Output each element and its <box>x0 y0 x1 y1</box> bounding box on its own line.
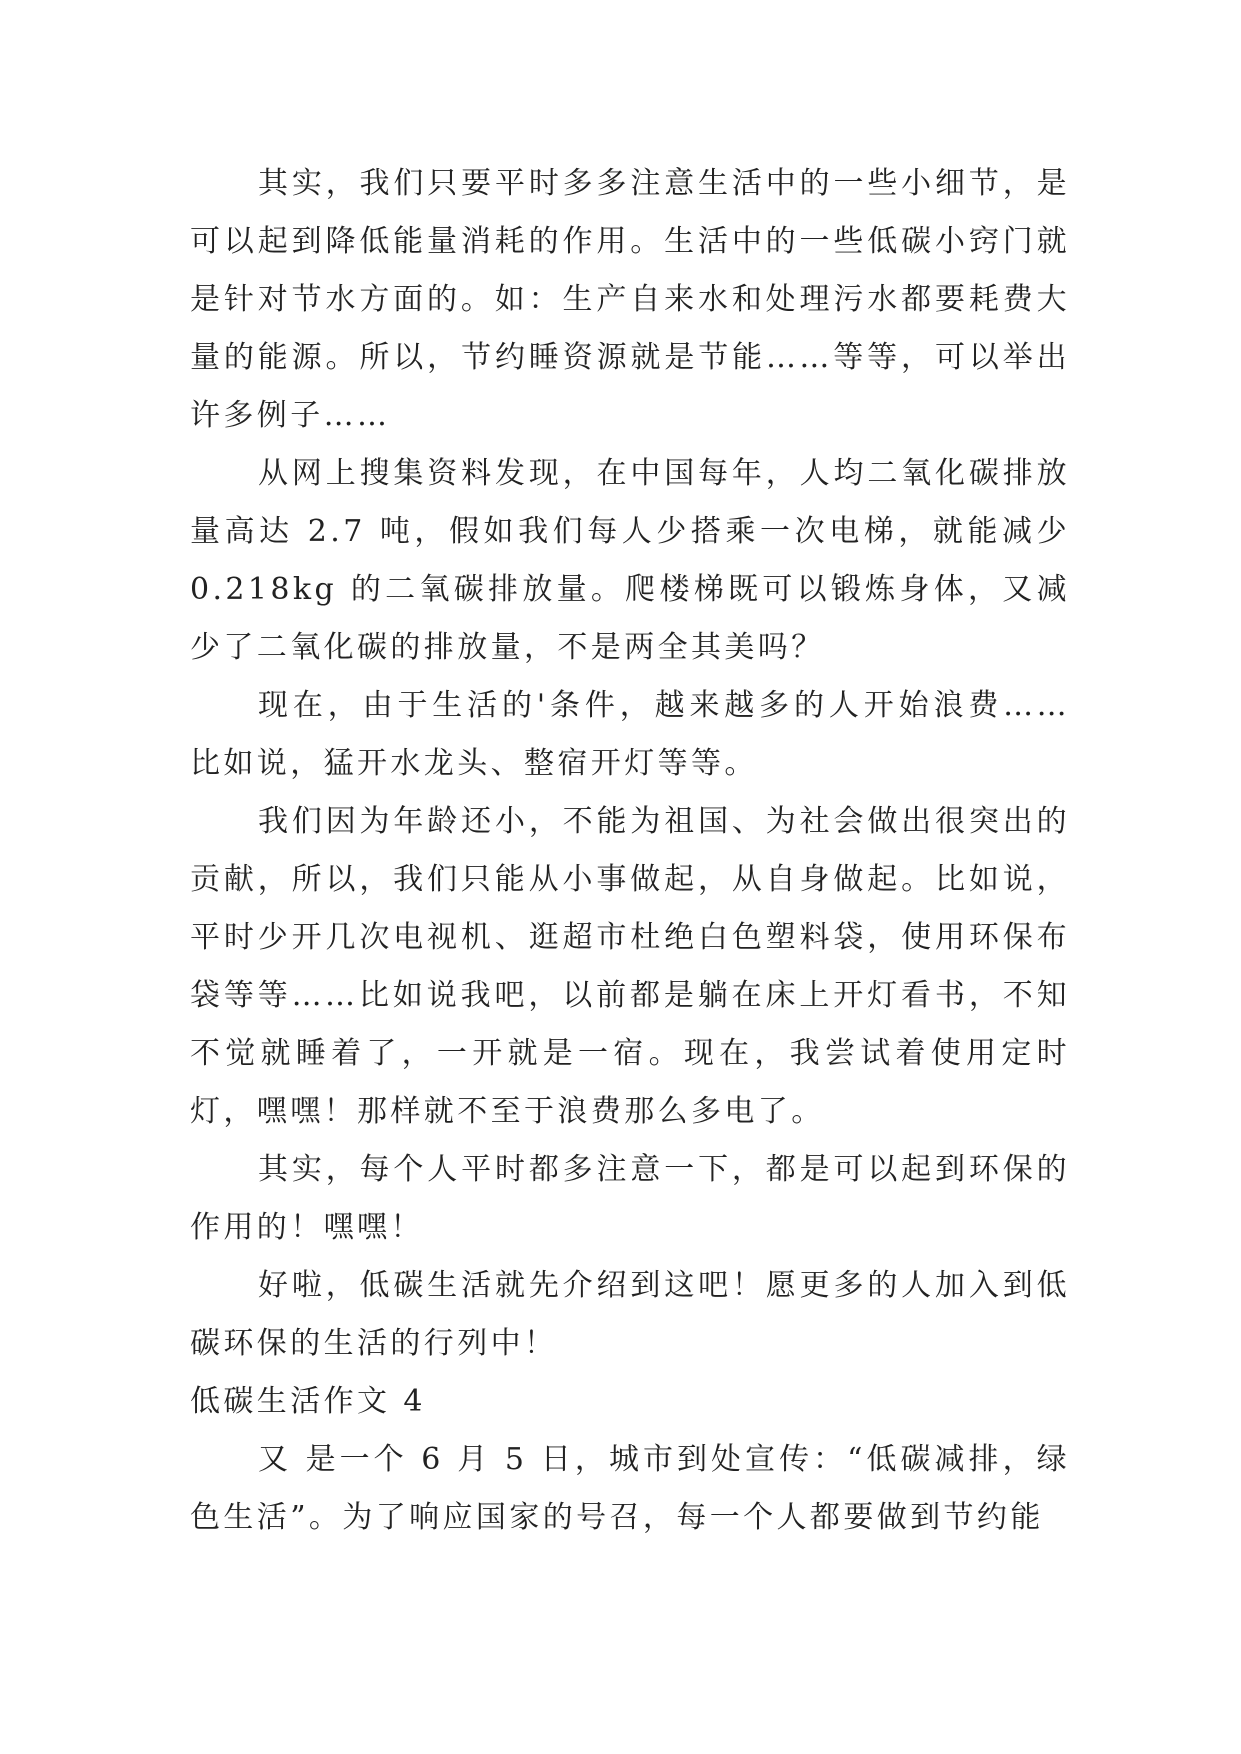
paragraph: 其实，我们只要平时多多注意生活中的一些小细节，是可以起到降低能量消耗的作用。生活中的一些低碳小窍门就是针对节水方面的。如：生产自来水和处理污水都要耗费大量的能源。所以，节约睡资源就是节能……等等，可以举出许多例子…… <box>190 166 1070 433</box>
document-body <box>190 155 1070 1547</box>
paragraph: 从网上搜集资料发现，在中国每年，人均二氧化碳排放量高达 2.7 吨，假如我们每人少搭乘一次电梯，就能减少 0.218kg 的二氧碳排放量。爬楼梯既可以锻炼身体，又减少了二氧化碳的排放量，不是两全其美吗？ <box>190 456 1070 665</box>
paragraph: 又 是一个 6 月 5 日，城市到处宣传：“低碳减排，绿色生活”。为了响应国家的号召，每一个人都要做到节约能 <box>190 1442 1071 1535</box>
section-heading: 低碳生活作文 4 <box>190 1384 426 1419</box>
paragraph: 现在，由于生活的'条件，越来越多的人开始浪费……比如说，猛开水龙头、整宿开灯等等。 <box>190 688 1070 781</box>
paragraph: 好啦，低碳生活就先介绍到这吧！愿更多的人加入到低碳环保的生活的行列中！ <box>190 1268 1070 1361</box>
paragraph: 其实，每个人平时都多注意一下，都是可以起到环保的作用的！嘿嘿！ <box>190 1152 1070 1245</box>
paragraph: 我们因为年龄还小，不能为祖国、为社会做出很突出的贡献，所以，我们只能从小事做起，从自身做起。比如说，平时少开几次电视机、逛超市杜绝白色塑料袋，使用环保布袋等等……比如说我吧，以前都是躺在床上开灯看书，不知不觉就睡着了，一开就是一宿。现在，我尝试着使用定时灯，嘿嘿！那样就不至于浪费那么多电了。 <box>190 804 1070 1129</box>
